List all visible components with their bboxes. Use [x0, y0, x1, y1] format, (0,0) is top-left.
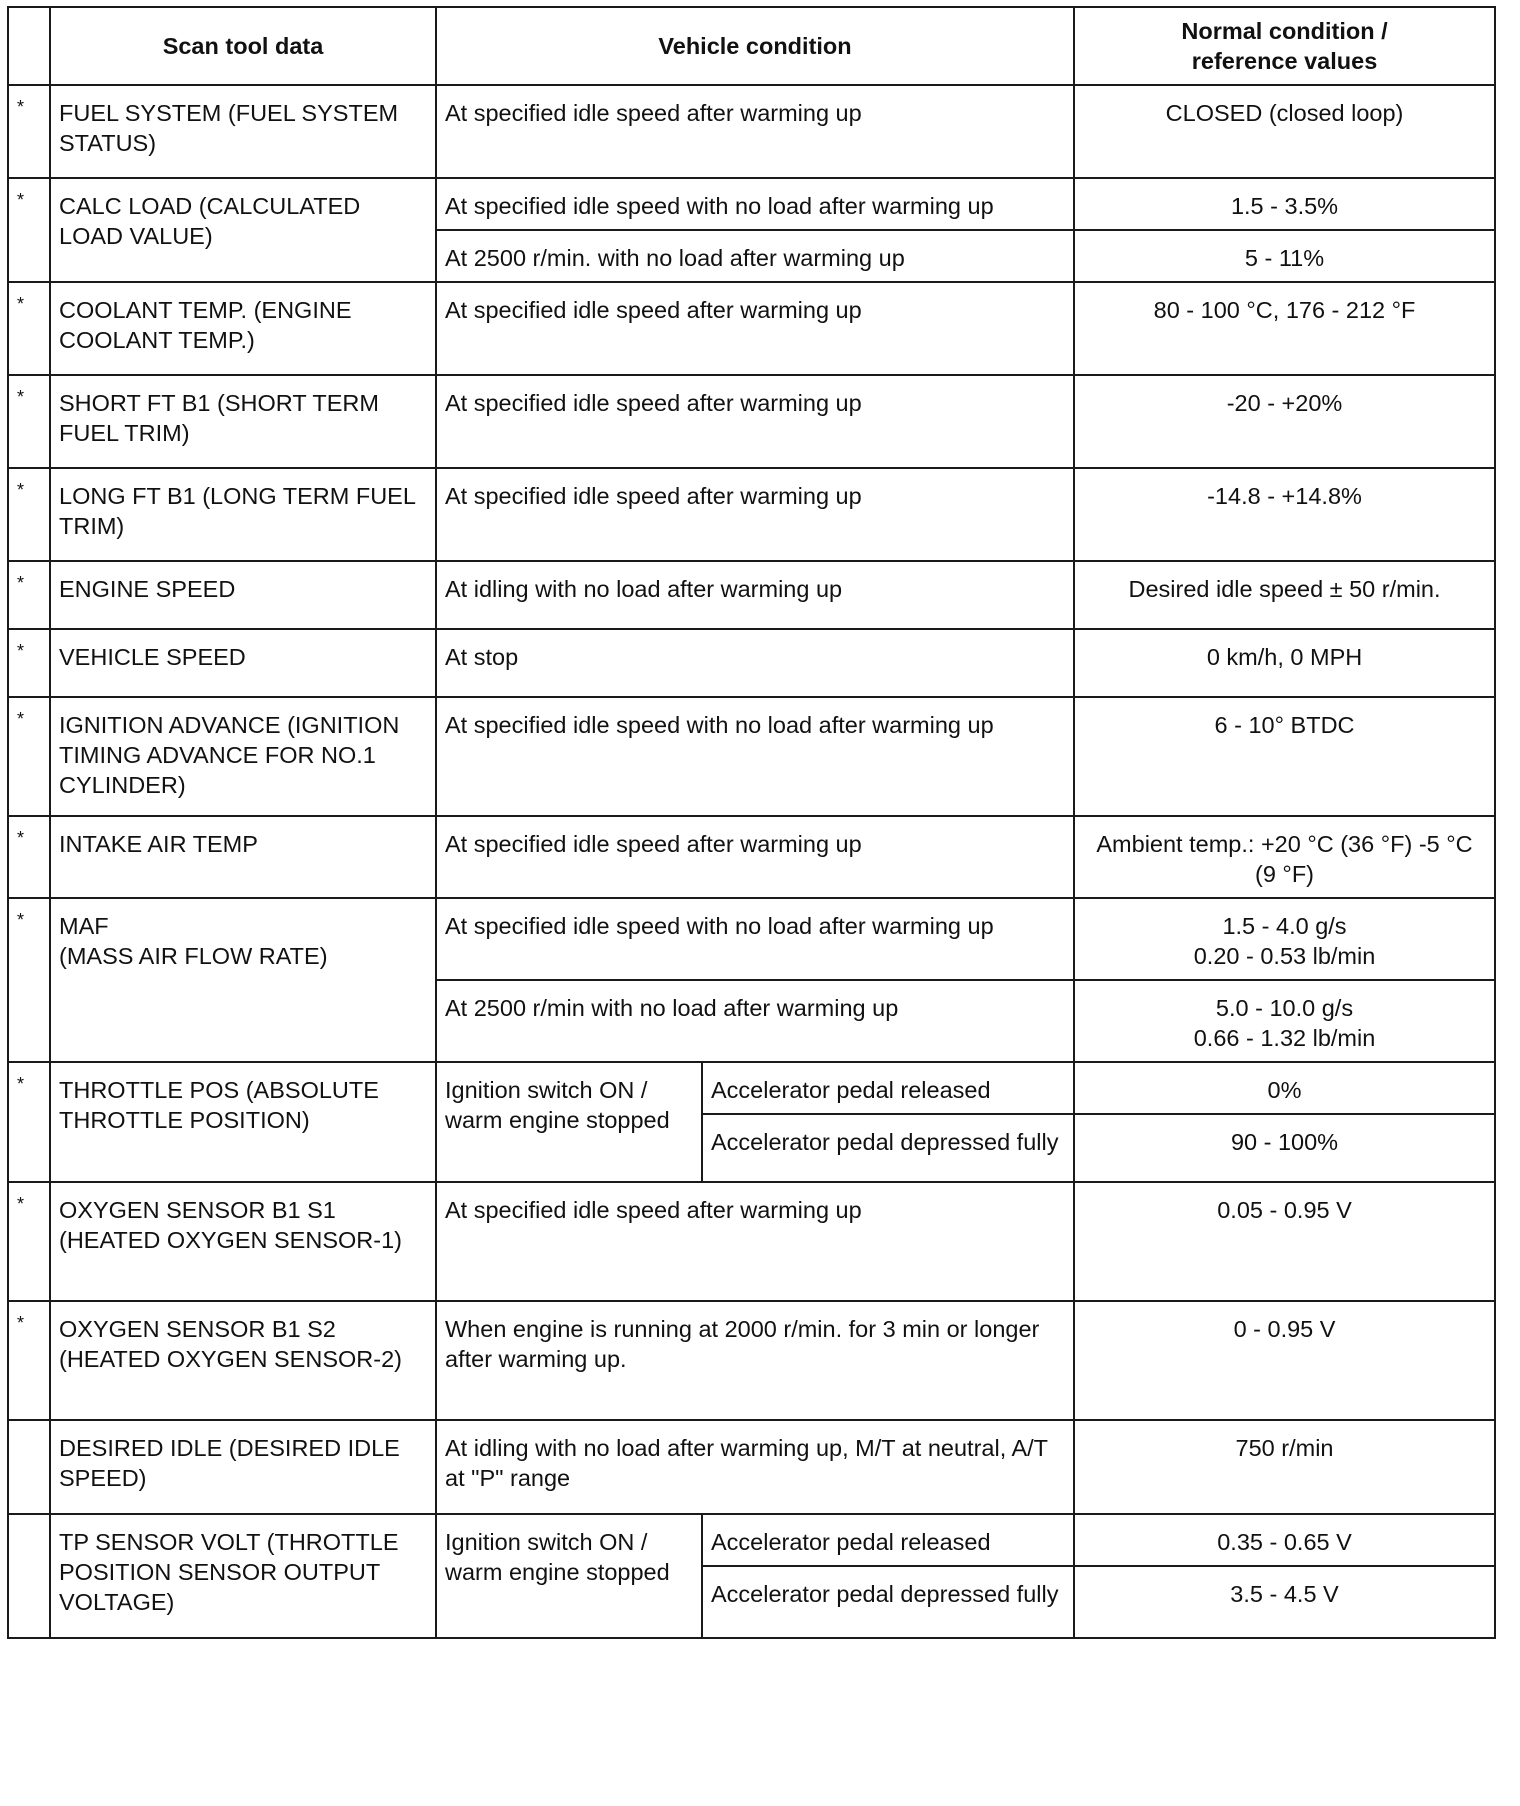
- reference-value: 6 - 10° BTDC: [1074, 697, 1495, 816]
- row-mark: [8, 1514, 50, 1638]
- scan-item-name: MAF (MASS AIR FLOW RATE): [50, 898, 436, 1062]
- row-mark: *: [8, 1062, 50, 1182]
- scan-tool-data-table: [7, 6, 1496, 1639]
- table-row: [8, 898, 1495, 980]
- reference-value: 0 - 0.95 V: [1074, 1301, 1495, 1420]
- scan-item-name: ENGINE SPEED: [50, 561, 436, 629]
- scan-item-name: COOLANT TEMP. (ENGINE COOLANT TEMP.): [50, 282, 436, 375]
- scan-item-name: DESIRED IDLE (DESIRED IDLE SPEED): [50, 1420, 436, 1514]
- header-row: [8, 7, 1495, 85]
- vehicle-condition: At specified idle speed with no load after warming up: [436, 898, 1074, 980]
- vehicle-condition: Accelerator pedal depressed fully: [702, 1114, 1074, 1182]
- condition-precondition: Ignition switch ON / warm engine stopped: [436, 1062, 702, 1182]
- reference-value: 0%: [1074, 1062, 1495, 1114]
- scan-item-name: IGNITION ADVANCE (IGNITION TIMING ADVANCE FOR NO.1 CYLINDER): [50, 697, 436, 816]
- header-normal-line1: Normal condition /: [1181, 18, 1388, 44]
- table-row: [8, 1182, 1495, 1301]
- scan-item-name: TP SENSOR VOLT (THROTTLE POSITION SENSOR OUTPUT VOLTAGE): [50, 1514, 436, 1638]
- vehicle-condition: At stop: [436, 629, 1074, 697]
- vehicle-condition: At 2500 r/min. with no load after warming up: [436, 230, 1074, 282]
- vehicle-condition: Accelerator pedal released: [702, 1514, 1074, 1566]
- table-row: [8, 561, 1495, 629]
- vehicle-condition: When engine is running at 2000 r/min. for 3 min or longer after warming up.: [436, 1301, 1074, 1420]
- vehicle-condition: At specified idle speed after warming up: [436, 468, 1074, 561]
- scan-item-name: THROTTLE POS (ABSOLUTE THROTTLE POSITION): [50, 1062, 436, 1182]
- header-normal-condition: [1074, 7, 1495, 85]
- table-row: [8, 1301, 1495, 1420]
- reference-value: 3.5 - 4.5 V: [1074, 1566, 1495, 1638]
- row-mark: *: [8, 375, 50, 468]
- row-mark: *: [8, 898, 50, 1062]
- table-row: [8, 1420, 1495, 1514]
- row-mark: [8, 1420, 50, 1514]
- row-mark: *: [8, 282, 50, 375]
- row-mark: *: [8, 468, 50, 561]
- header-mark: [8, 7, 50, 85]
- reference-value: Desired idle speed ± 50 r/min.: [1074, 561, 1495, 629]
- row-mark: *: [8, 697, 50, 816]
- table-row: [8, 1062, 1495, 1114]
- header-scan-tool-data: Scan tool data: [50, 7, 436, 85]
- vehicle-condition: At specified idle speed with no load after warming up: [436, 178, 1074, 230]
- vehicle-condition: Accelerator pedal depressed fully: [702, 1566, 1074, 1638]
- table-row: [8, 178, 1495, 230]
- row-mark: *: [8, 178, 50, 282]
- condition-precondition: Ignition switch ON / warm engine stopped: [436, 1514, 702, 1638]
- vehicle-condition: At 2500 r/min with no load after warming up: [436, 980, 1074, 1062]
- header-normal-line2: reference values: [1191, 48, 1378, 74]
- table-row: [8, 375, 1495, 468]
- table-row: [8, 282, 1495, 375]
- reference-value: 5 - 11%: [1074, 230, 1495, 282]
- scan-item-name: INTAKE AIR TEMP: [50, 816, 436, 898]
- vehicle-condition: At specified idle speed after warming up: [436, 816, 1074, 898]
- scan-item-name: OXYGEN SENSOR B1 S1 (HEATED OXYGEN SENSOR-1): [50, 1182, 436, 1301]
- row-mark: *: [8, 1182, 50, 1301]
- vehicle-condition: At idling with no load after warming up, M/T at neutral, A/T at "P" range: [436, 1420, 1074, 1514]
- vehicle-condition: Accelerator pedal released: [702, 1062, 1074, 1114]
- table-row: [8, 816, 1495, 898]
- scan-item-name: VEHICLE SPEED: [50, 629, 436, 697]
- vehicle-condition: At idling with no load after warming up: [436, 561, 1074, 629]
- vehicle-condition: At specified idle speed after warming up: [436, 1182, 1074, 1301]
- vehicle-condition: At specified idle speed after warming up: [436, 282, 1074, 375]
- vehicle-condition: At specified idle speed with no load after warming up: [436, 697, 1074, 816]
- reference-value: 0 km/h, 0 MPH: [1074, 629, 1495, 697]
- scan-item-name: OXYGEN SENSOR B1 S2 (HEATED OXYGEN SENSOR-2): [50, 1301, 436, 1420]
- reference-value: 5.0 - 10.0 g/s 0.66 - 1.32 lb/min: [1074, 980, 1495, 1062]
- scan-item-name: CALC LOAD (CALCULATED LOAD VALUE): [50, 178, 436, 282]
- reference-value: -14.8 - +14.8%: [1074, 468, 1495, 561]
- scan-item-name: SHORT FT B1 (SHORT TERM FUEL TRIM): [50, 375, 436, 468]
- header-vehicle-condition: Vehicle condition: [436, 7, 1074, 85]
- row-mark: *: [8, 85, 50, 178]
- table-row: [8, 85, 1495, 178]
- table-row: [8, 629, 1495, 697]
- scan-item-name: LONG FT B1 (LONG TERM FUEL TRIM): [50, 468, 436, 561]
- row-mark: *: [8, 1301, 50, 1420]
- reference-value: 90 - 100%: [1074, 1114, 1495, 1182]
- reference-value: 0.05 - 0.95 V: [1074, 1182, 1495, 1301]
- reference-value: Ambient temp.: +20 °C (36 °F) -5 °C (9 °F): [1074, 816, 1495, 898]
- reference-value: 750 r/min: [1074, 1420, 1495, 1514]
- reference-value: -20 - +20%: [1074, 375, 1495, 468]
- table-row: [8, 1514, 1495, 1566]
- row-mark: *: [8, 629, 50, 697]
- reference-value: 0.35 - 0.65 V: [1074, 1514, 1495, 1566]
- reference-value: 1.5 - 3.5%: [1074, 178, 1495, 230]
- scan-item-name: FUEL SYSTEM (FUEL SYSTEM STATUS): [50, 85, 436, 178]
- row-mark: *: [8, 816, 50, 898]
- reference-value: 1.5 - 4.0 g/s 0.20 - 0.53 lb/min: [1074, 898, 1495, 980]
- row-mark: *: [8, 561, 50, 629]
- table-row: [8, 468, 1495, 561]
- table-row: [8, 697, 1495, 816]
- reference-value: CLOSED (closed loop): [1074, 85, 1495, 178]
- vehicle-condition: At specified idle speed after warming up: [436, 85, 1074, 178]
- vehicle-condition: At specified idle speed after warming up: [436, 375, 1074, 468]
- reference-value: 80 - 100 °C, 176 - 212 °F: [1074, 282, 1495, 375]
